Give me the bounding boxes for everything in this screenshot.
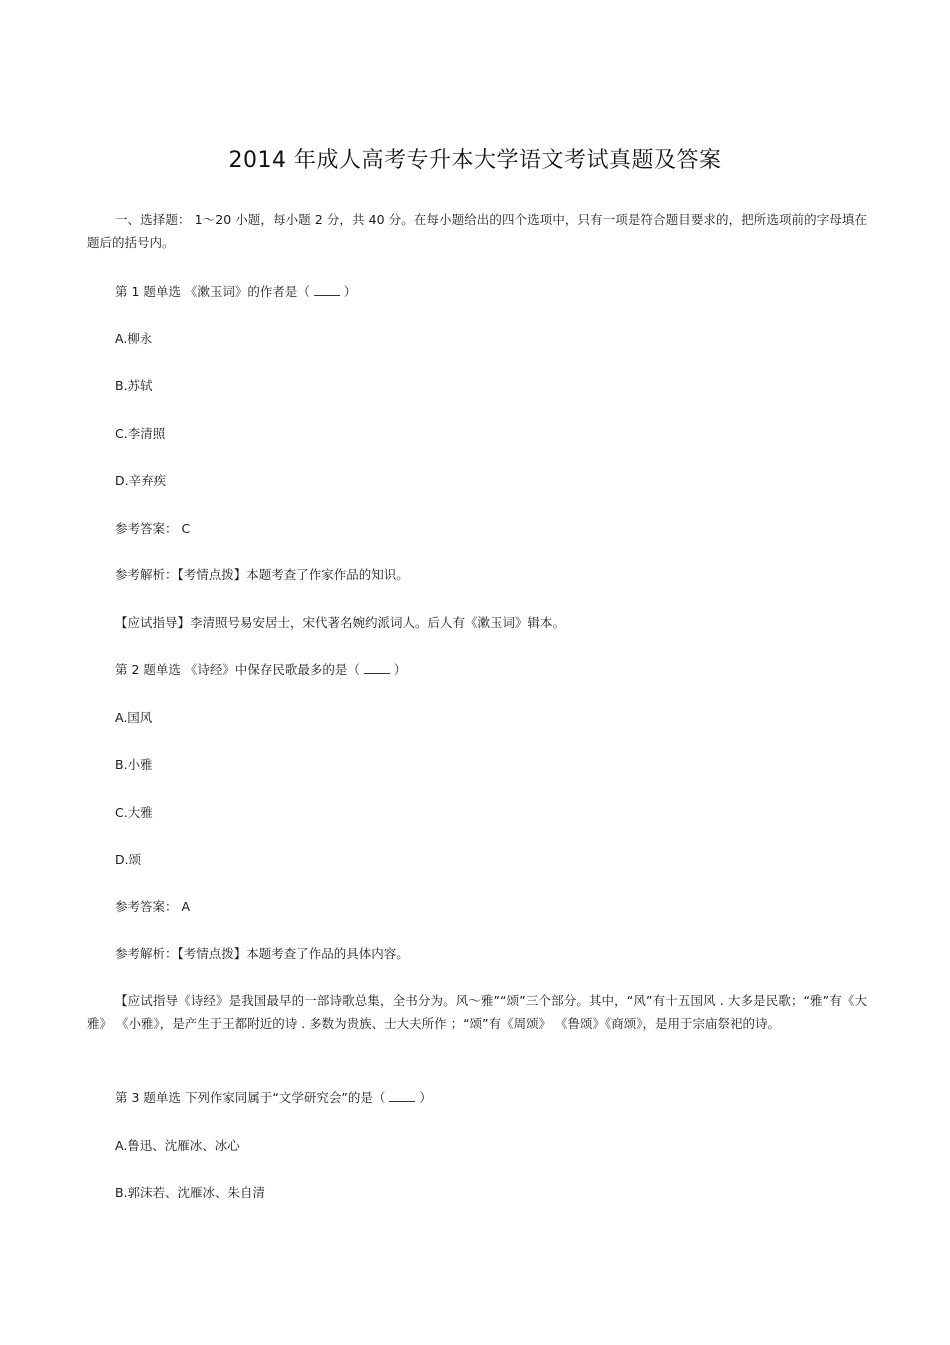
question-3-stem-suffix: ） — [419, 1090, 432, 1105]
question-2-stem — [115, 662, 406, 678]
question-3-option-a: A.鲁迅、沈雁冰、冰心 — [115, 1138, 240, 1153]
question-3-option-b: B.郭沫若、沈雁冰、朱自清 — [115, 1185, 266, 1200]
question-2-stem-prefix: 第 2 题单选 《诗经》中保存民歌最多的是（ — [115, 662, 360, 677]
question-2-answer: 参考答案： A — [115, 899, 191, 914]
section-intro: 一、选择题： 1～20 小题，每小题 2 分，共 40 分。在每小题给出的四个选项中，只有一项是符合题目要求的，把所选项前的字母填在题后的括号内。 — [87, 212, 867, 250]
answer-blank — [314, 284, 340, 296]
question-1-stem-prefix: 第 1 题单选 《漱玉词》的作者是（ — [115, 284, 310, 299]
question-2-option-c: C.大雅 — [115, 805, 153, 820]
answer-blank — [389, 1090, 415, 1102]
question-2-stem-suffix: ） — [393, 662, 407, 677]
question-1-analysis: 参考解析：【考情点拨】本题考查了作家作品的知识。 — [115, 567, 409, 582]
question-1-option-b: B.苏轼 — [115, 378, 153, 393]
question-1-answer: 参考答案： C — [115, 521, 191, 536]
question-3-stem — [115, 1090, 432, 1106]
question-2-option-a: A.国风 — [115, 710, 153, 725]
question-1-guide: 【应试指导】李清照号易安居士，宋代著名婉约派词人。后人有《漱玉词》辑本。 — [115, 615, 566, 630]
question-3-stem-prefix: 第 3 题单选 下列作家同属于“文学研究会”的是（ — [115, 1090, 386, 1105]
question-2-analysis: 参考解析：【考情点拨】本题考查了作品的具体内容。 — [115, 946, 409, 961]
question-1-stem-suffix: ） — [343, 284, 357, 299]
question-2-guide: 【应试指导《诗经》是我国最早的一部诗歌总集，全书分为。风～雅”“颂”三个部分。其中，“风”有十五国风 . 大多是民歌；“雅”有《大雅》 《小雅》，是产生于王都附近的诗 . 多数为贵族、士大夫所作 ；“颂”有《周颂》 《鲁颂》《商颂》，是用于宗庙祭祀的诗。 — [87, 993, 867, 1031]
question-1-option-a: A.柳永 — [115, 331, 153, 346]
question-1-stem — [115, 284, 356, 300]
question-1-option-d: D.辛弃疾 — [115, 473, 167, 488]
document-title: 2014 年成人高考专升本大学语文考试真题及答案 — [228, 148, 722, 173]
answer-blank — [364, 662, 390, 674]
question-1-option-c: C.李清照 — [115, 426, 166, 441]
question-2-option-b: B.小雅 — [115, 757, 153, 772]
question-2-option-d: D.颂 — [115, 852, 142, 867]
